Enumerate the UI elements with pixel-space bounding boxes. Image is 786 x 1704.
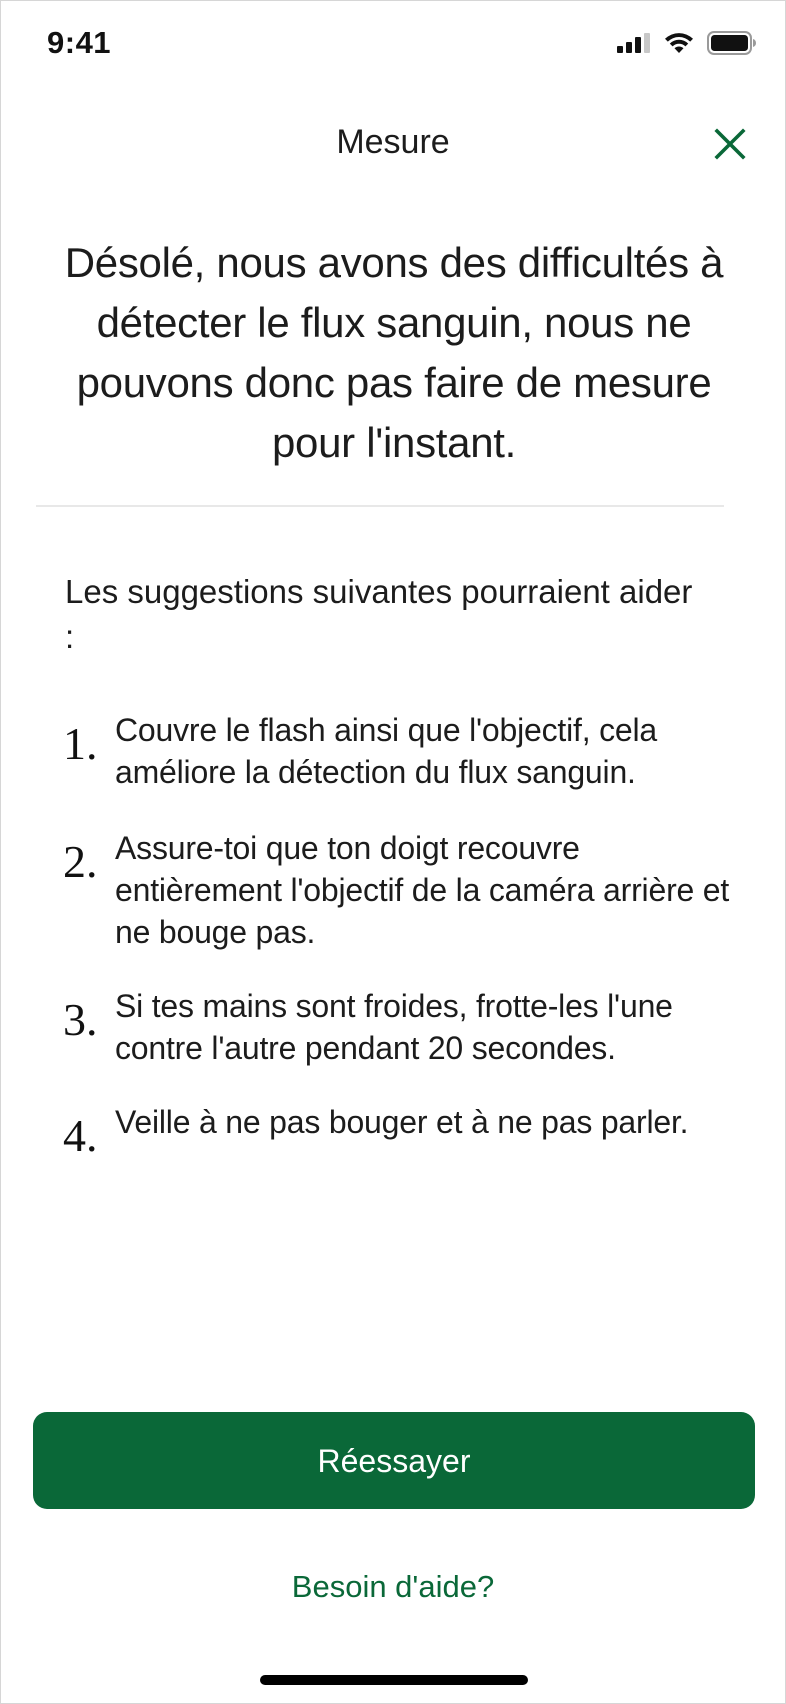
- list-item-text: Couvre le flash ainsi que l'objectif, cela améliore la détection du flux sanguin.: [115, 712, 658, 790]
- list-item-number: 4.: [63, 1110, 98, 1161]
- list-item-number: 2.: [63, 836, 98, 887]
- list-item-number: 1.: [63, 718, 98, 769]
- list-item: [63, 827, 743, 953]
- retry-button[interactable]: Réessayer: [33, 1412, 755, 1509]
- wifi-icon: [663, 31, 695, 55]
- status-icons: [617, 31, 757, 55]
- list-item: [63, 985, 743, 1069]
- list-item-text: Veille à ne pas bouger et à ne pas parler.: [115, 1104, 689, 1140]
- page-title: Mesure: [336, 123, 450, 161]
- help-link[interactable]: Besoin d'aide?: [291, 1569, 495, 1604]
- header: [1, 111, 785, 181]
- status-bar: [1, 1, 785, 91]
- suggestions-heading: Les suggestions suivantes pourraient aider :: [65, 573, 693, 655]
- list-item-text: Si tes mains sont froides, frotte-les l'une contre l'autre pendant 20 secondes.: [115, 988, 673, 1066]
- list-item: [63, 1101, 688, 1163]
- close-icon: [711, 125, 749, 163]
- close-button[interactable]: [711, 125, 749, 163]
- status-time: 9:41: [47, 25, 112, 60]
- divider: [36, 505, 724, 507]
- list-item-number: 3.: [63, 994, 98, 1045]
- list-item: [63, 709, 743, 793]
- error-message: Désolé, nous avons des difficultés à détecter le flux sanguin, nous ne pouvons donc pas faire de mesure pour l'instant.: [64, 239, 724, 466]
- list-item-text: Assure-toi que ton doigt recouvre entièrement l'objectif de la caméra arrière et ne bouge pas.: [115, 830, 730, 950]
- cellular-signal-icon: [617, 33, 651, 53]
- home-indicator[interactable]: [260, 1675, 528, 1685]
- battery-icon: [707, 31, 757, 55]
